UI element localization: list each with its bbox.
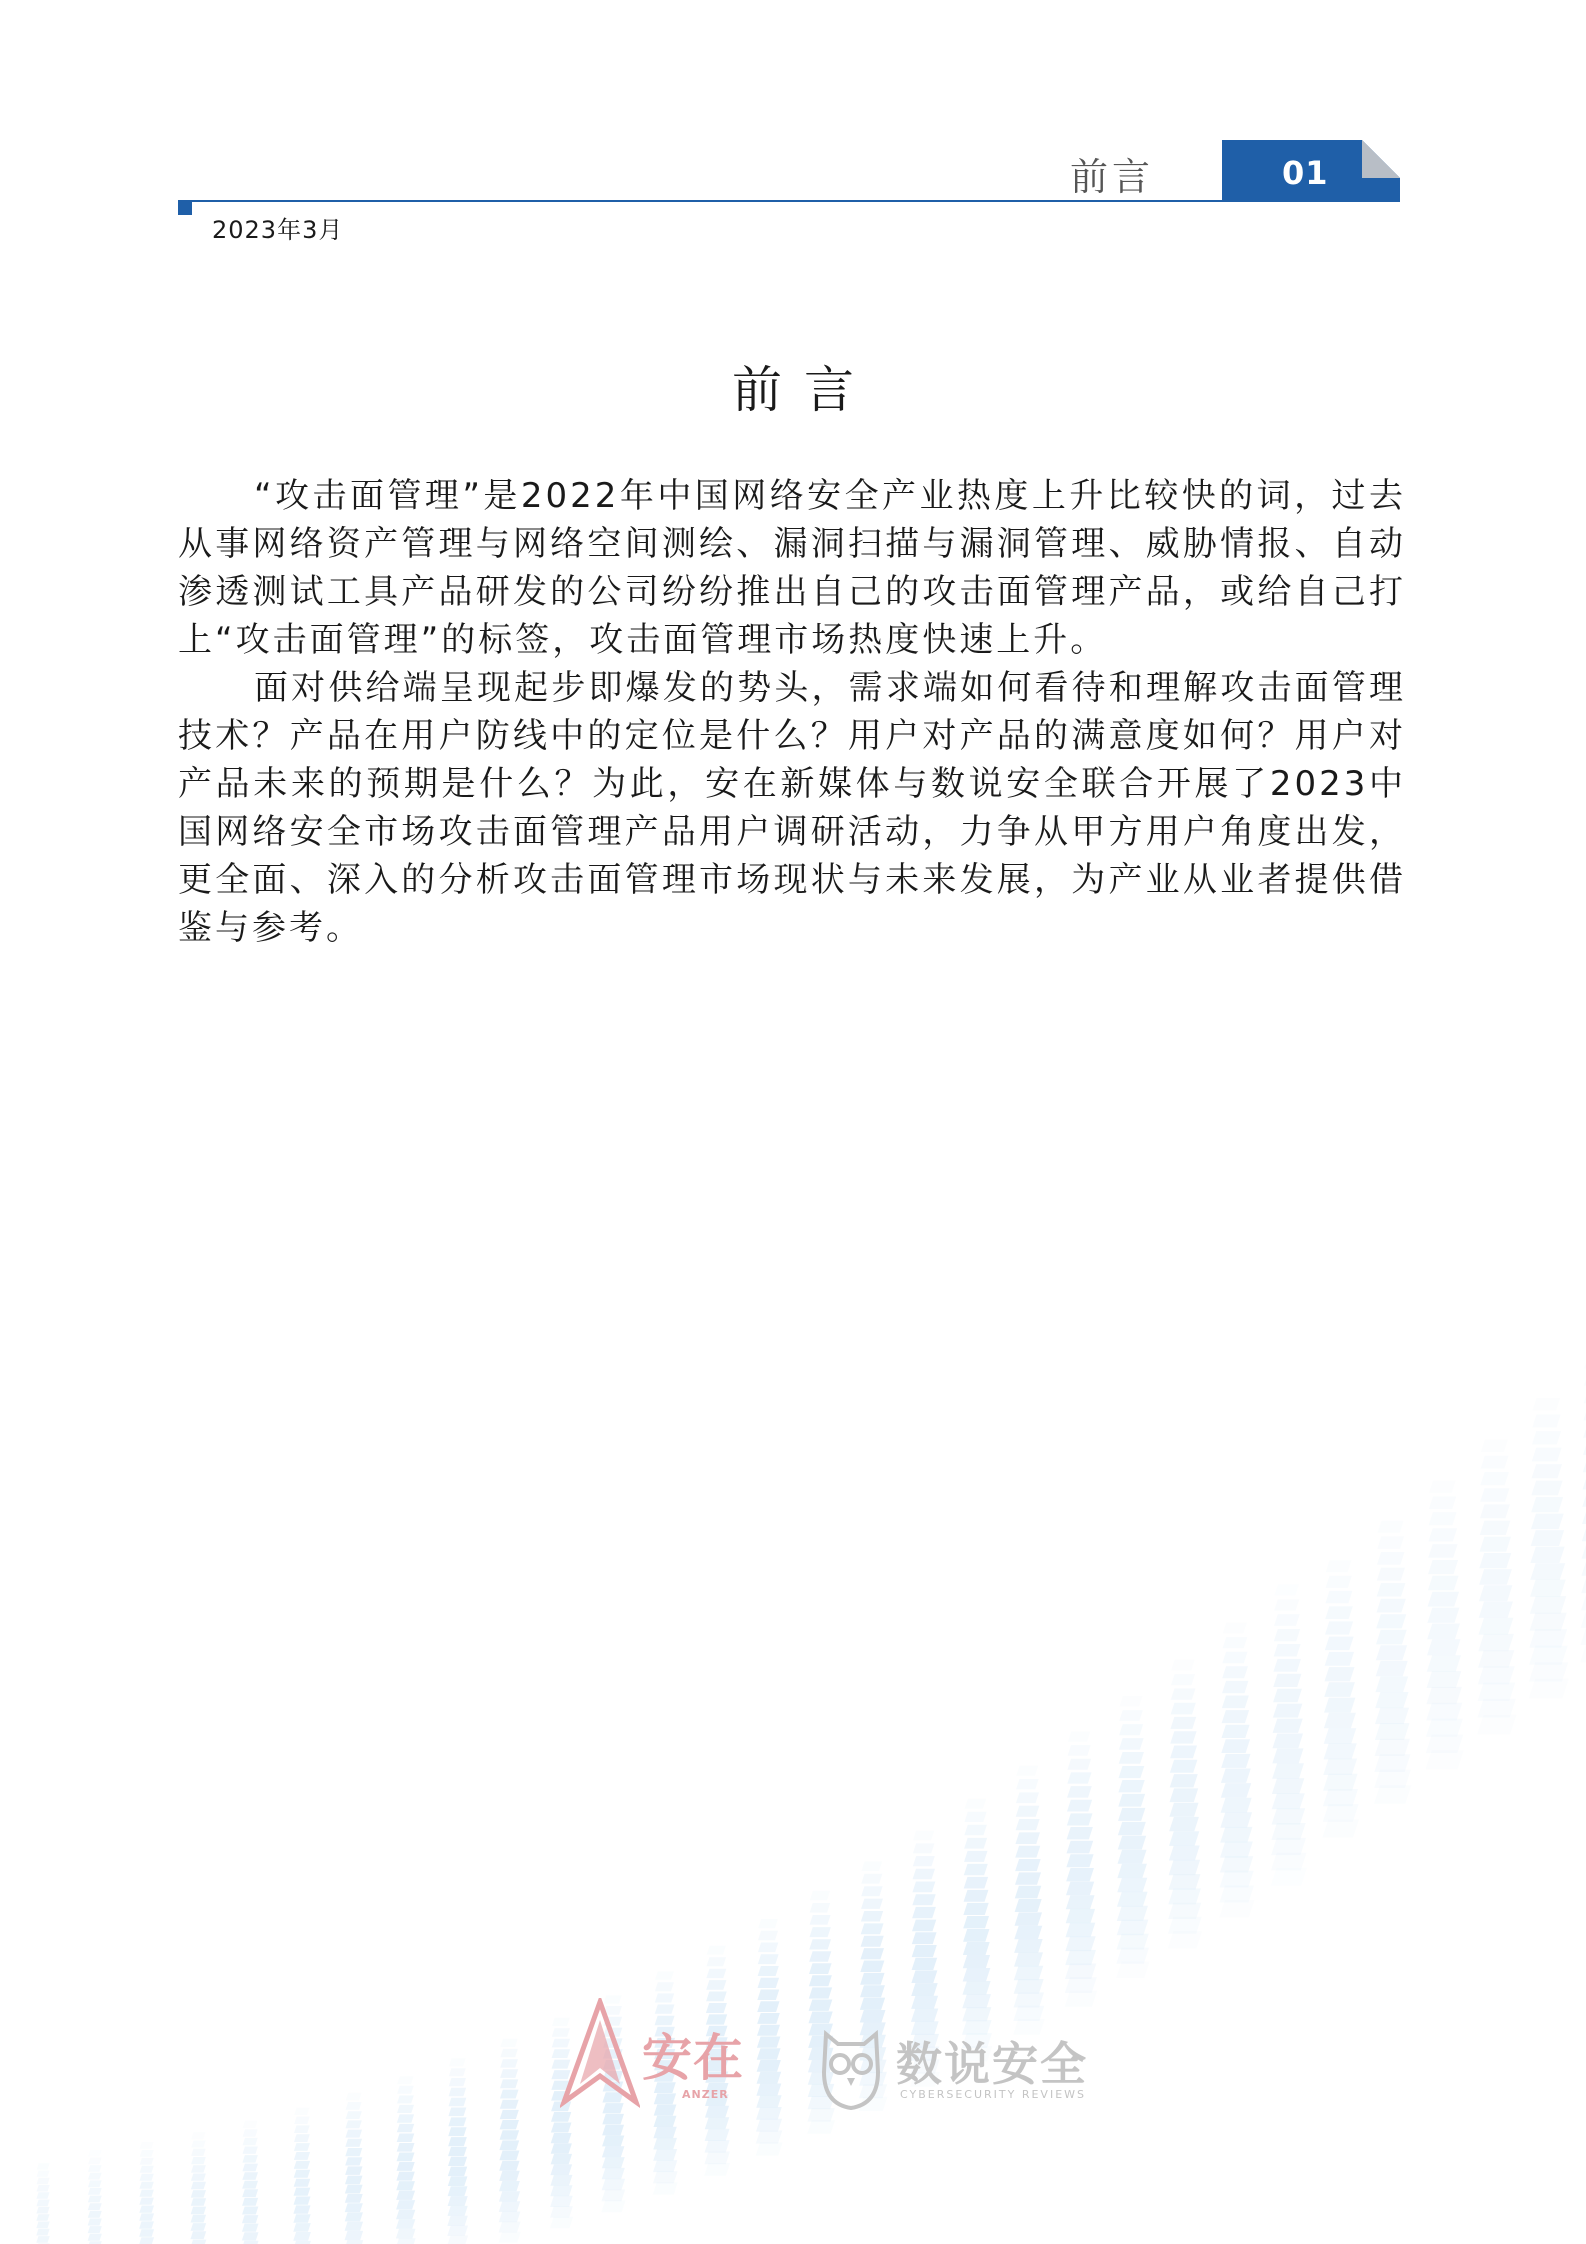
- page-number: 01: [1282, 154, 1329, 192]
- header-section-title: 前言: [1070, 155, 1155, 199]
- decorative-wave-background: [0, 1300, 1586, 2244]
- preface-body: [178, 472, 1406, 952]
- anzer-logo-name: 安在: [642, 2029, 744, 2087]
- header-divider: [178, 200, 1400, 202]
- shushuo-logo: [816, 2022, 1116, 2122]
- owl-icon: [816, 2022, 886, 2112]
- header-marker: [178, 201, 192, 215]
- page-number-tab: [1222, 140, 1400, 201]
- anzer-logo-subtitle: ANZER: [682, 2088, 729, 2101]
- wave-tiles: [0, 1356, 1586, 2244]
- report-date: 2023年3月: [212, 216, 344, 244]
- paragraph: “攻击面管理”是2022年中国网络安全产业热度上升比较快的词，过去从事网络资产管理与网络空间测绘、漏洞扫描与漏洞管理、威胁情报、自动渗透测试工具产品研发的公司纷纷推出自己的攻击面管理产品，或给自己打上“攻击面管理”的标签，攻击面管理市场热度快速上升。: [178, 476, 1406, 660]
- paragraph: 面对供给端呈现起步即爆发的势头，需求端如何看待和理解攻击面管理技术？产品在用户防线中的定位是什么？用户对产品的满意度如何？用户对产品未来的预期是什么？为此，安在新媒体与数说安全联合开展了2023中国网络安全市场攻击面管理产品用户调研活动，力争从甲方用户角度出发，更全面、深入的分析攻击面管理市场现状与未来发展，为产业从业者提供借鉴与参考。: [178, 668, 1406, 948]
- shushuo-logo-name: 数说安全: [896, 2037, 1088, 2091]
- anzer-logo-mark: [560, 1998, 640, 2108]
- shushuo-logo-subtitle: CYBERSECURITY REVIEWS: [900, 2088, 1087, 2101]
- page-title: 前言: [732, 361, 876, 419]
- anzer-logo: [560, 1998, 760, 2108]
